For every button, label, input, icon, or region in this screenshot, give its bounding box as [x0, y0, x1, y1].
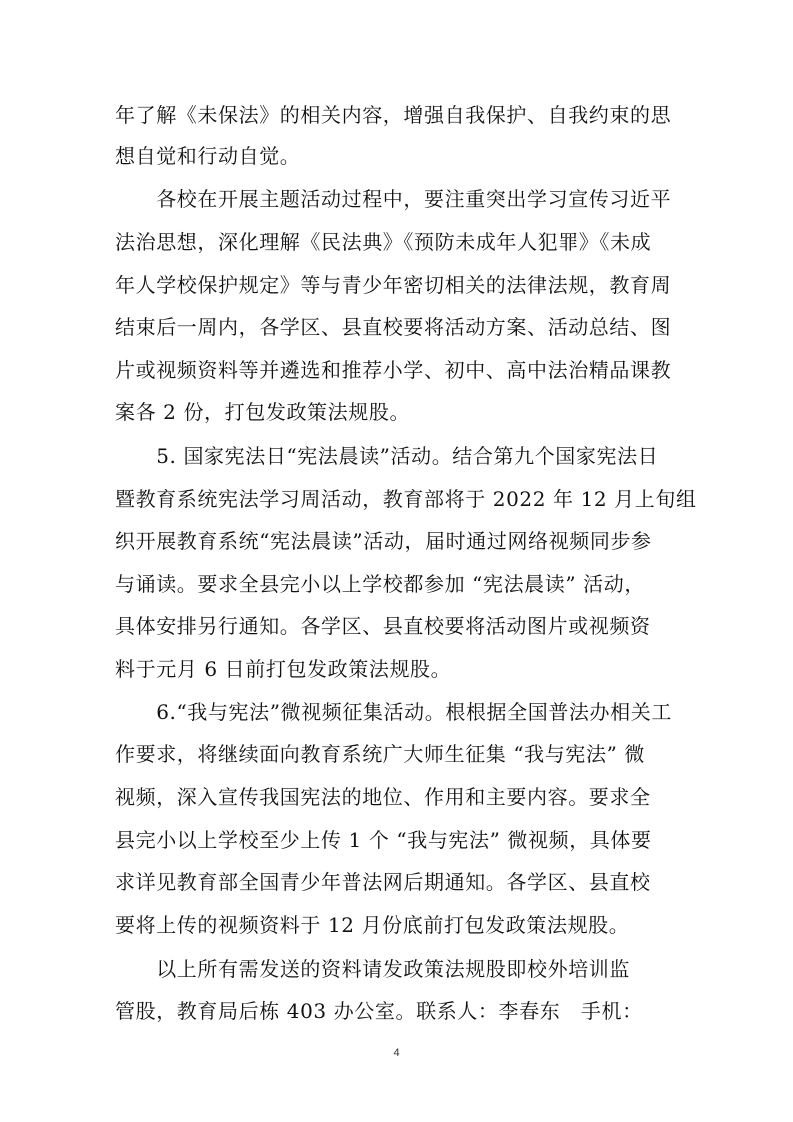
text-line: 作要求，将继续面向教育系统广大师生征集 “我与宪法” 微 — [115, 742, 645, 766]
text-line: 要将上传的视频资料于 12 月份底前打包发政策法规股。 — [115, 913, 630, 937]
text-line: 织开展教育系统“宪法晨读”活动，届时通过网络视频同步参 — [115, 529, 652, 553]
text-line: 结束后一周内，各学区、县直校要将活动方案、活动总结、图 — [115, 315, 672, 339]
text-line: 年了解《未保法》的相关内容，增强自我保护、自我约束的思 — [115, 103, 672, 127]
text-line: 案各 2 份，打包发政策法规股。 — [115, 400, 411, 424]
text-line: 5. 国家宪法日“宪法晨读”活动。结合第九个国家宪法日 — [115, 444, 659, 468]
text-line: 以上所有需发送的资料请发政策法规股即校外培训监 — [115, 957, 630, 981]
text-line: 片或视频资料等并遴选和推荐小学、初中、高中法治精品课教 — [115, 358, 672, 382]
page-number: 4 — [393, 1047, 400, 1059]
text-line: 与诵读。要求全县完小以上学校都参加 “宪法晨读” 活动， — [115, 572, 645, 596]
text-line: 具体安排另行通知。各学区、县直校要将活动图片或视频资 — [115, 614, 651, 638]
text-line: 法治思想，深化理解《民法典》《预防未成年人犯罪》《未成 — [115, 230, 652, 254]
text-line: 管股，教育局后栋 403 办公室。联系人：李春东 手机： — [115, 999, 643, 1023]
text-line: 料于元月 6 日前打包发政策法规股。 — [115, 657, 452, 681]
text-line: 年人学校保护规定》等与青少年密切相关的法律法规，教育周 — [115, 273, 672, 297]
text-line: 各校在开展主题活动过程中，要注重突出学习宣传习近平 — [115, 187, 672, 211]
text-line: 6.“我与宪法”微视频征集活动。根根据全国普法办相关工 — [115, 700, 672, 724]
text-line: 想自觉和行动自觉。 — [115, 144, 301, 168]
text-line: 县完小以上学校至少上传 1 个 “我与宪法” 微视频，具体要 — [115, 828, 652, 852]
text-line: 视频，深入宣传我国宪法的地位、作用和主要内容。要求全 — [115, 785, 651, 809]
text-line: 暨教育系统宪法学习周活动，教育部将于 2022 年 12 月上旬组 — [115, 487, 697, 511]
text-line: 求详见教育部全国青少年普法网后期通知。各学区、县直校 — [115, 870, 651, 894]
